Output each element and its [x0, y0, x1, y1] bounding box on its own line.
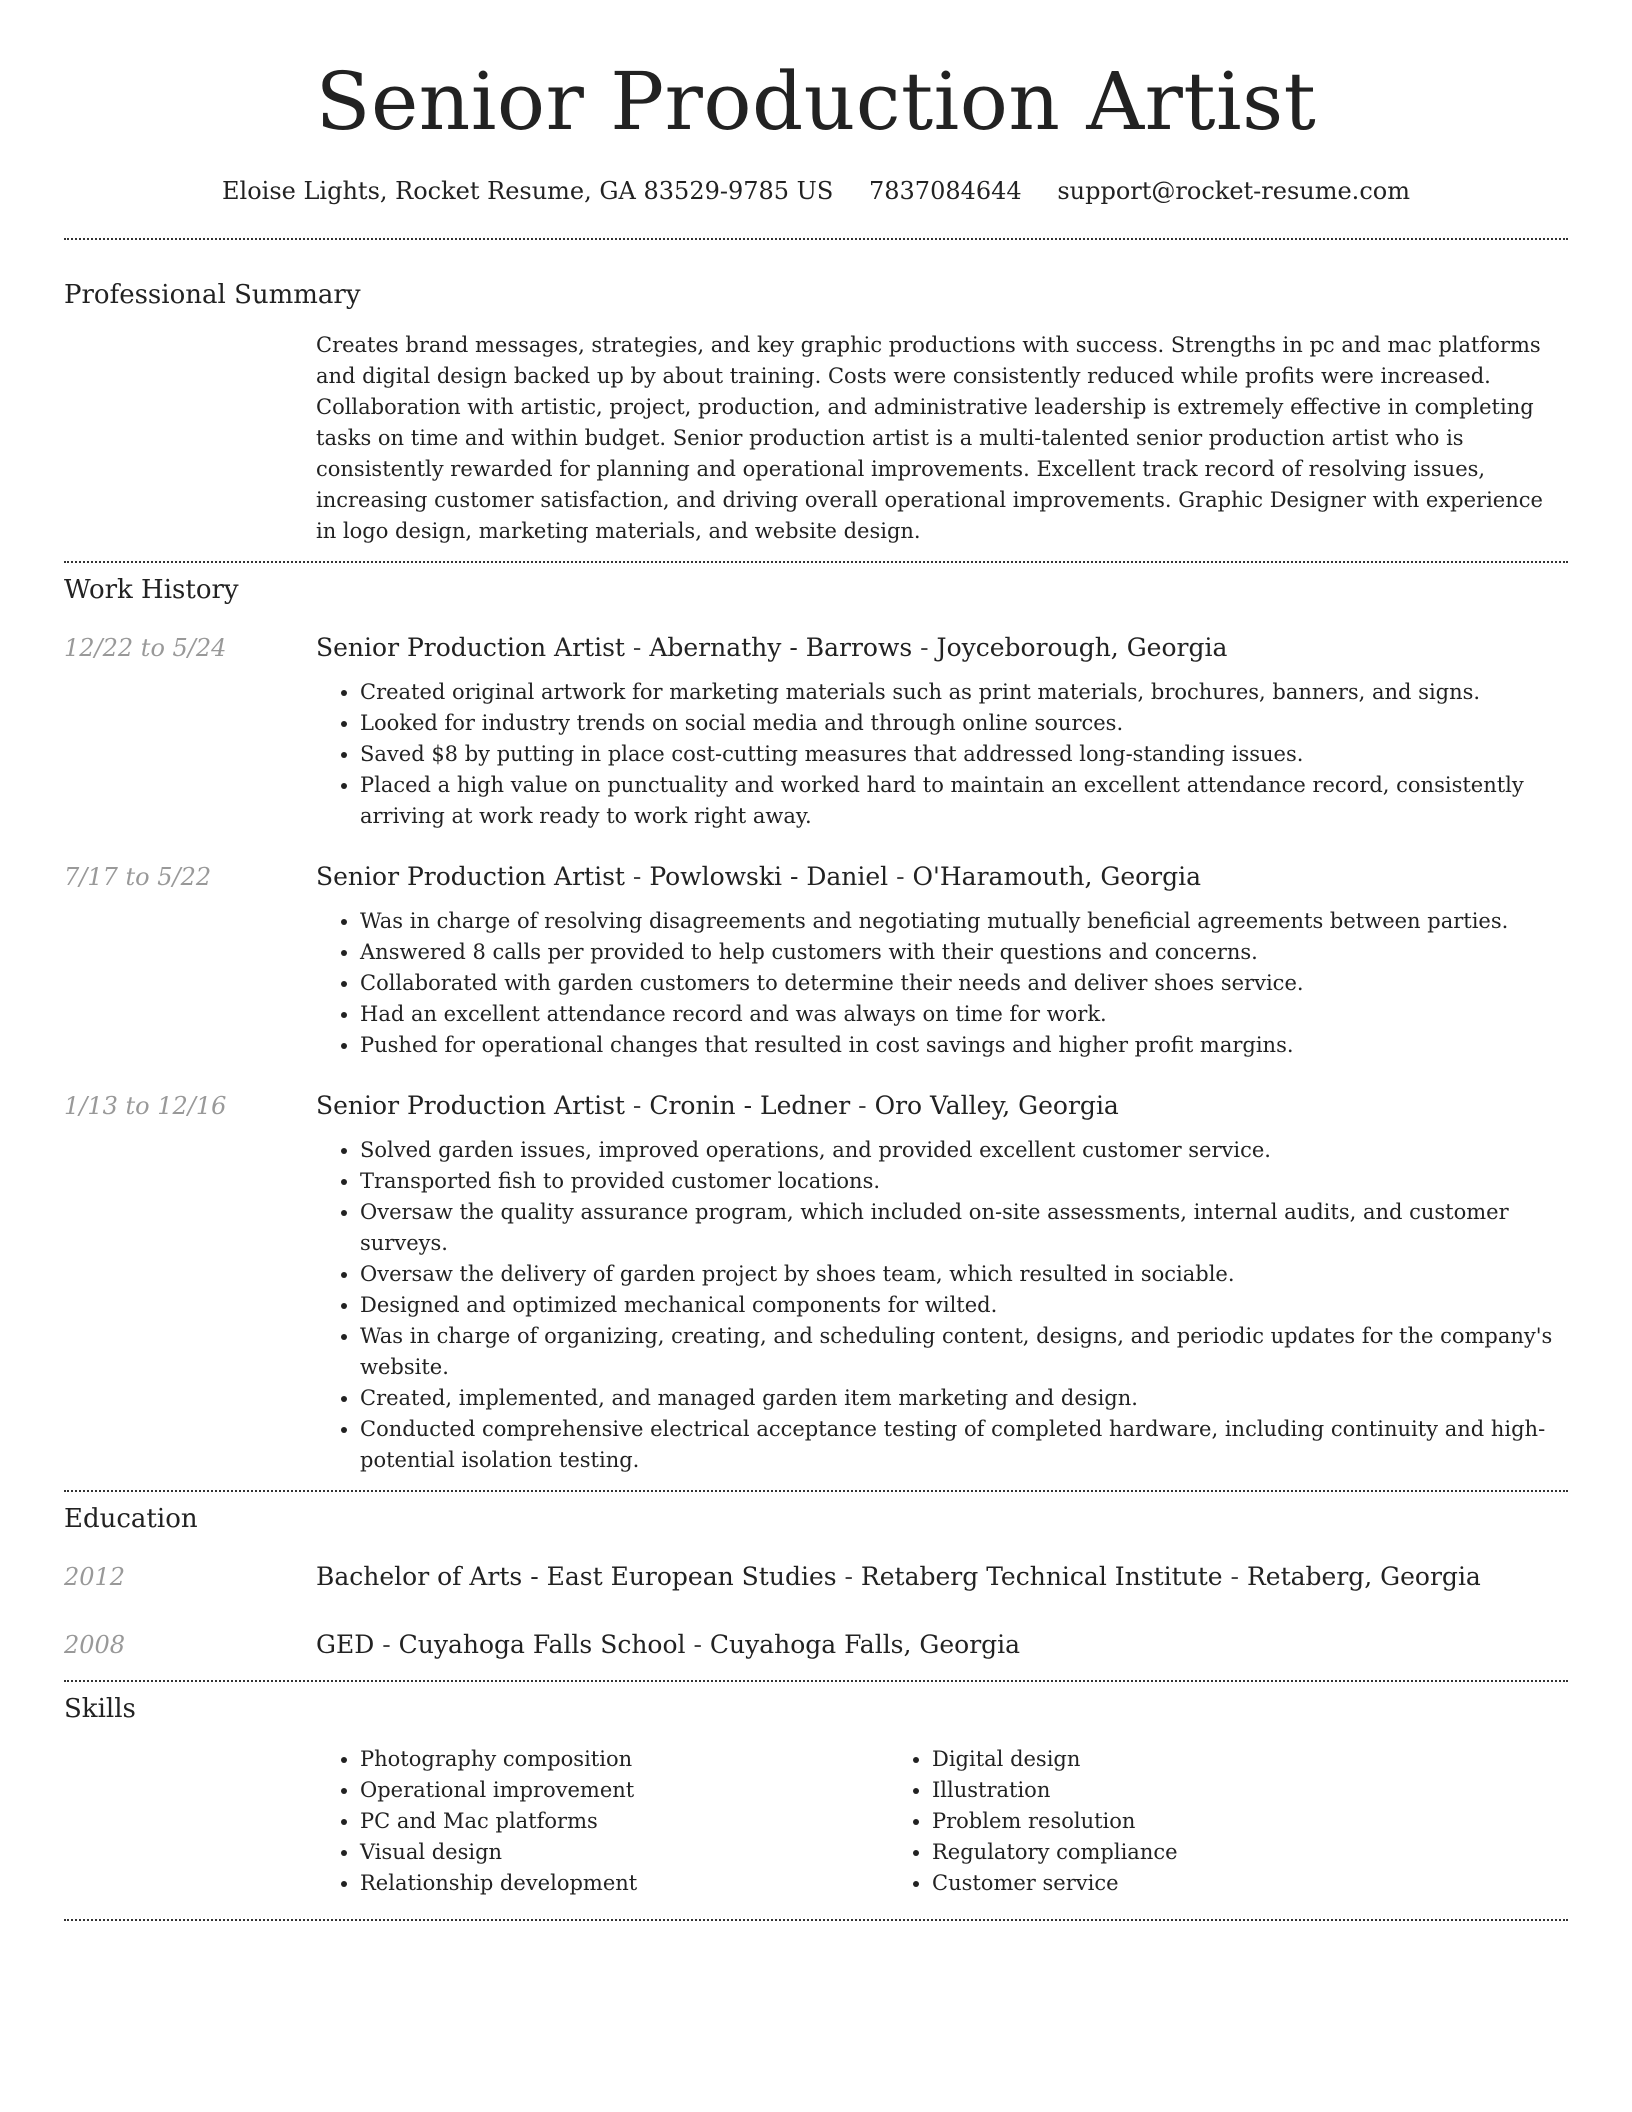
job-location: O'Haramouth, Georgia — [912, 862, 1202, 891]
education-degree: Bachelor of Arts - East European Studies — [316, 1562, 837, 1591]
education-location: Cuyahoga Falls, Georgia — [709, 1630, 1021, 1659]
summary-section — [64, 278, 1568, 561]
education-year: 2008 — [64, 1631, 126, 1659]
job-location: Joyceborough, Georgia — [936, 633, 1228, 662]
education-separator: - — [685, 1630, 710, 1659]
job-position: Senior Production Artist — [316, 1091, 625, 1120]
education-section — [64, 1502, 1568, 1680]
job-bullet: • Oversaw the delivery of garden project by shoes team, which resulted in sociable. — [360, 1259, 1568, 1290]
job-position: Senior Production Artist — [316, 633, 625, 662]
contact-address: Eloise Lights, Rocket Resume, GA 83529-9785 US — [222, 177, 834, 205]
job-bullet: • Designed and optimized mechanical components for wilted. — [360, 1290, 1568, 1321]
skill-item: • Digital design — [932, 1744, 1460, 1775]
work-history-section — [64, 573, 1568, 1490]
education-location: Retaberg, Georgia — [1246, 1562, 1481, 1591]
section-divider — [64, 1490, 1568, 1492]
job-entry — [64, 860, 1568, 1061]
skills-section — [64, 1692, 1568, 1919]
job-bullet: • Created original artwork for marketing materials such as print materials, brochures, banners, and signs. — [360, 677, 1568, 708]
contact-phone: 7837084644 — [869, 177, 1022, 205]
section-title-summary: Professional Summary — [64, 280, 361, 310]
section-title-skills: Skills — [64, 1694, 136, 1724]
resume-title: Senior Production Artist — [315, 55, 1317, 148]
skill-item: • Problem resolution — [932, 1806, 1460, 1837]
section-title-education: Education — [64, 1504, 198, 1534]
job-bullet: • Had an excellent attendance record and was always on time for work. — [360, 999, 1568, 1030]
section-title-work-history: Work History — [64, 575, 239, 605]
skill-item: • Regulatory compliance — [932, 1837, 1460, 1868]
job-heading — [316, 1089, 1568, 1123]
section-divider — [64, 1919, 1568, 1921]
job-bullet: • Created, implemented, and managed garden item marketing and design. — [360, 1383, 1568, 1414]
job-dates: 7/17 to 5/22 — [64, 863, 212, 891]
job-bullet: • Placed a high value on punctuality and worked hard to maintain an excellent attendance record, consistently arriving at work ready to work right away. — [360, 770, 1568, 832]
education-entry — [64, 1628, 1568, 1680]
job-bullet: • Pushed for operational changes that resulted in cost savings and higher profit margins. — [360, 1030, 1568, 1061]
job-bullet: • Answered 8 calls per provided to help customers with their questions and concerns. — [360, 937, 1568, 968]
contact-email: support@rocket-resume.com — [1057, 177, 1410, 205]
skills-columns — [316, 1744, 1568, 1919]
contact-line — [64, 174, 1568, 208]
summary-text: Creates brand messages, strategies, and key graphic productions with success. Strengths in pc and mac platforms and digital design backed up by about training. Costs were consistently reduced while profits were increased. Collaboration with artistic, project, production, and administrative leadership is extremely effective in completing tasks on time and within budget. Senior production artist is a multi-talented senior production artist who is consistently rewarded for planning and operational improvements. Excellent track record of resolving issues, increasing customer satisfaction, and driving overall operational improvements. Graphic Designer with experience in logo design, marketing materials, and website design. — [316, 333, 1543, 543]
job-company: Powlowski - Daniel — [649, 862, 889, 891]
skill-item: • Relationship development — [360, 1868, 888, 1899]
education-entry — [64, 1560, 1568, 1594]
education-heading — [316, 1628, 1568, 1662]
job-company: Abernathy - Barrows — [649, 633, 913, 662]
job-separator: - — [624, 1091, 650, 1120]
job-bullet: • Was in charge of resolving disagreements and negotiating mutually beneficial agreements between parties. — [360, 906, 1568, 937]
education-school: Cuyahoga Falls School — [398, 1630, 686, 1659]
skill-item: • Illustration — [932, 1775, 1460, 1806]
job-bullet: • Collaborated with garden customers to determine their needs and deliver shoes service. — [360, 968, 1568, 999]
job-heading — [316, 860, 1568, 894]
education-separator: - — [1222, 1562, 1247, 1591]
job-position: Senior Production Artist — [316, 862, 625, 891]
section-divider — [64, 561, 1568, 563]
job-company: Cronin - Ledner — [649, 1091, 851, 1120]
job-body — [316, 631, 1568, 832]
skill-item: • Photography composition — [360, 1744, 888, 1775]
skills-column-right — [888, 1744, 1460, 1899]
education-separator: - — [374, 1630, 399, 1659]
job-bullet: • Was in charge of organizing, creating, and scheduling content, designs, and periodic updates for the company's website. — [360, 1321, 1568, 1383]
skill-item: • Operational improvement — [360, 1775, 888, 1806]
education-body — [316, 1560, 1568, 1594]
job-entry — [64, 631, 1568, 832]
section-divider — [64, 238, 1568, 240]
job-body — [316, 860, 1568, 1061]
resume-header — [64, 0, 1568, 208]
education-degree: GED — [316, 1630, 375, 1659]
job-bullets — [316, 1135, 1568, 1476]
job-bullet: • Conducted comprehensive electrical acceptance testing of completed hardware, including continuity and high-potential isolation testing. — [360, 1414, 1568, 1476]
education-body — [316, 1628, 1568, 1662]
education-heading — [316, 1560, 1568, 1594]
education-school: Retaberg Technical Institute — [860, 1562, 1223, 1591]
job-dates: 12/22 to 5/24 — [64, 634, 227, 662]
job-bullets — [316, 906, 1568, 1061]
job-separator: - — [912, 633, 937, 662]
job-bullet: • Oversaw the quality assurance program, which included on-site assessments, internal audits, and customer surveys. — [360, 1197, 1568, 1259]
skill-item: • PC and Mac platforms — [360, 1806, 888, 1837]
job-bullet: • Looked for industry trends on social media and through online sources. — [360, 708, 1568, 739]
job-location: Oro Valley, Georgia — [874, 1091, 1119, 1120]
skills-column-left — [316, 1744, 888, 1899]
education-year: 2012 — [64, 1563, 126, 1591]
education-separator: - — [836, 1562, 861, 1591]
job-dates: 1/13 to 12/16 — [64, 1092, 227, 1120]
skill-item: • Customer service — [932, 1868, 1460, 1899]
job-separator: - — [624, 862, 650, 891]
skill-item: • Visual design — [360, 1837, 888, 1868]
job-separator: - — [888, 862, 913, 891]
section-divider — [64, 1680, 1568, 1682]
job-body — [316, 1089, 1568, 1476]
job-bullet: • Saved $8 by putting in place cost-cutting measures that addressed long-standing issues. — [360, 739, 1568, 770]
job-separator: - — [624, 633, 650, 662]
job-bullet: • Transported fish to provided customer locations. — [360, 1166, 1568, 1197]
job-bullet: • Solved garden issues, improved operations, and provided excellent customer service. — [360, 1135, 1568, 1166]
job-entry — [64, 1089, 1568, 1490]
job-heading — [316, 631, 1568, 665]
job-bullets — [316, 677, 1568, 832]
job-separator: - — [850, 1091, 875, 1120]
